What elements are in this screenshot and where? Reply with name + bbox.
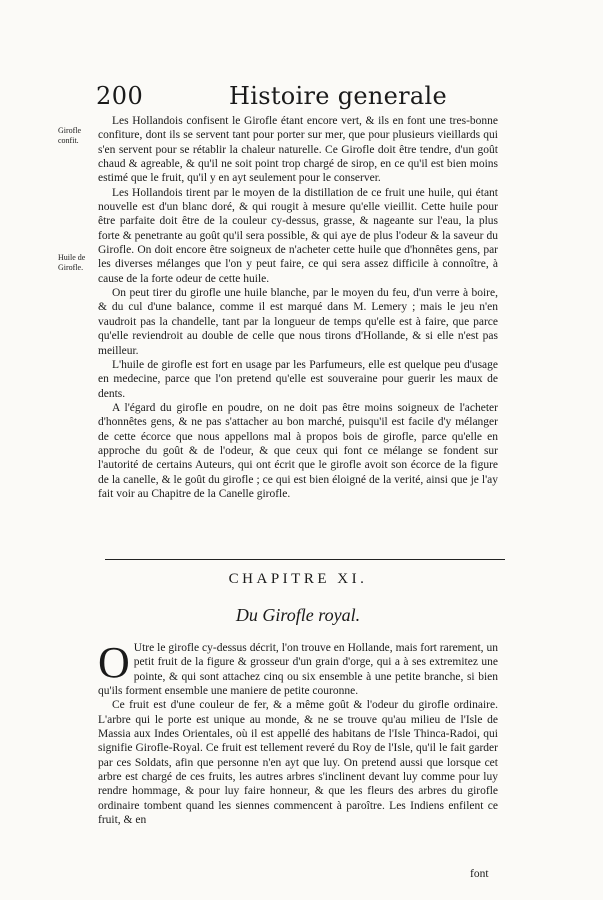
catchword: font: [470, 868, 489, 880]
margin-note-huile-de-girofle: Huile de Girofle.: [58, 253, 86, 272]
paragraph-girofle-royal-intro: [98, 638, 498, 698]
paragraph-parfumeurs: L'huile de girofle est fort en usage par les Parfumeurs, elle est quelque peu d'usage en medecine, parce que l'on pretend qu'elle est souveraine pour guerir les maux de dents.: [98, 358, 498, 400]
paragraph-girofle-en-poudre: A l'égard du girofle en poudre, on ne doit pas être moins soigneux de l'acheter d'honnêtes gens, & ne pas s'attacher au bon marché, puisqu'il est facile d'y mélanger de cette écorce que nous appellons mal à propos bois de girofle, parce qu'elle en approche du goût & de l'odeur, & que ceux qui font ce mélange se fondent sur l'autorité de certains Auteurs, qui ont écrit que le girofle avoit son écorce de la figure de la canelle, & le goût du girofle ; ce qui est bien éloigné de la verité, ainsi que je l'ay fait voir au Chapitre de la Canelle girofle.: [98, 401, 498, 500]
page-number: 200: [96, 82, 144, 110]
paragraph-arbre-unique: Ce fruit est d'une couleur de fer, & a même goût & l'odeur du girofle ordinaire. L'arbre qui le porte est unique au monde, & ne se trouve qu'au milieu de l'Isle de Massia aux Indes Orientales, où il est appellé des habitans de l'Isle Thinca-Radoi, qui signifie Girofle-Royal. Ce fruit est tellement reveré du Roy de l'Isle, qu'il le fait garder par ces Soldats, afin que personne n'en ayt que luy. On pretend aussi que lorsque cet arbre est chargé de ces fruits, les autres arbres s'inclinent devant luy comme pour luy rendre hommage, & pour luy faire honneur, & que les fleurs des arbres du girofle ordinaire tombent quand les siennes commencent à paroître. Les Indiens enfilent ce fruit, & en: [98, 699, 498, 827]
chapter-subtitle: Du Girofle royal.: [235, 605, 361, 625]
intro-text: Utre le girofle cy-dessus décrit, l'on trouve en Hollande, mais fort rarement, un petit fruit de la figure & grosseur d'un grain d'orge, qui a à ses extremitez une pointe, & qui sont attachez cinq ou six ensemble à une petite branche, si bien qu'ils forment ensemble une maniere de petite couronne.: [98, 642, 498, 698]
chapter-heading: CHAPITRE XI.: [228, 571, 368, 587]
running-title: Histoire generale: [229, 82, 447, 110]
page-header: [96, 82, 516, 112]
section1-body: [98, 114, 498, 501]
drop-cap-letter: O: [98, 638, 130, 687]
paragraph-girofle-confit: Les Hollandois confisent le Girofle étant encore vert, & ils en font une tres-bonne confiture, dont ils se servent tant pour porter sur mer, que pour plusieurs vieillards qui s'en servent pour se rétablir la chaleur naturelle. Ce Girofle doit être tendre, d'un goût chaud & agreable, & qu'il ne soit point trop chargé de sirop, en ce qu'il est bien moins estimé que le fruit, qu'il y en ayt seulement pour le conserver.: [98, 115, 498, 185]
paragraph-huile-distillation: Les Hollandois tirent par le moyen de la distillation de ce fruit une huile, qui étant nouvelle est d'un blanc doré, & qui rougit à mesure qu'elle vieillit. Cette huile pour être parfaite doit être de la couleur cy-dessus, grasse, & nageante sur l'eau, la plus forte & penetrante au goût qu'il sera possible, & qui aye de plus l'odeur & la saveur du Girofle. On doit encore être soigneux de n'acheter cette huile que d'honnêtes gens, par les diverses mélanges que l'on y peut faire, ce qui sera assez difficile à connoître, à cause de la forte odeur de cette huile.: [98, 186, 498, 285]
section-divider-rule: [105, 559, 505, 560]
margin-note-girofle-confit: Girofle confit.: [58, 126, 82, 145]
section2-body: [98, 638, 498, 827]
paragraph-huile-blanche: On peut tirer du girofle une huile blanche, par le moyen du feu, d'un verre à boire, & du cul d'une balance, comme il est marqué dans M. Lemery ; mais le jeu n'en vaudroit pas la chandelle, tant par la longueur de temps qu'elle est à faire, que parce qu'elle reviendroit au double de celle que nous tirons d'Hollande, & si elle n'est pas meilleur.: [98, 287, 498, 357]
